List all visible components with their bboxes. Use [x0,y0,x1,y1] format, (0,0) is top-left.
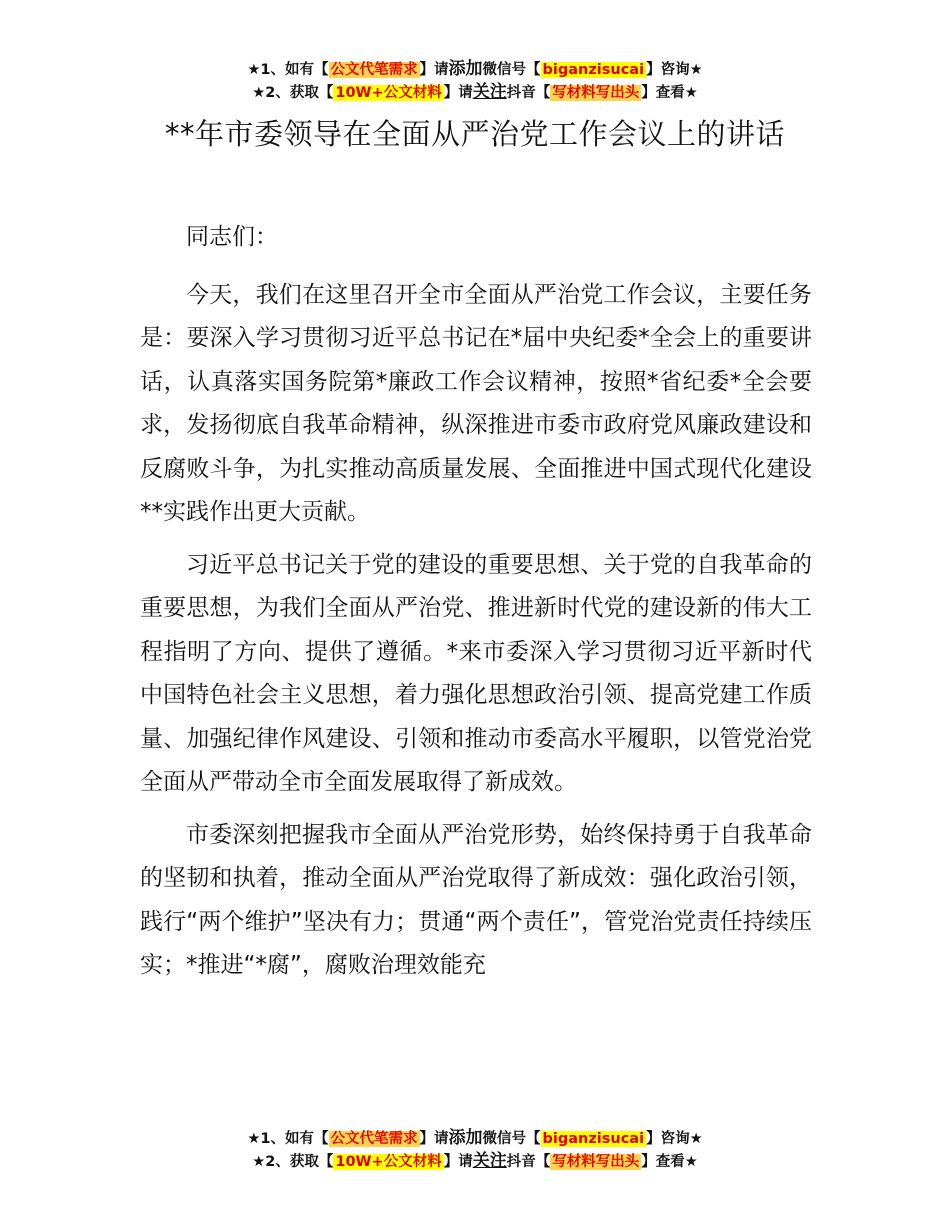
promo-text: 】查看★ [641,1154,698,1170]
bracket: 【 [314,62,329,78]
promo-text: 微信号 [482,1131,527,1147]
ghostwriting-highlight: 公文代笔需求 [330,1131,418,1147]
bracket: 【 [318,1154,334,1170]
promo-text: 】查看★ [641,85,698,101]
douyin-id-highlight: 写材料写出头 [552,85,640,101]
body-paragraph-2: 习近平总书记关于党的建设的重要思想、关于党的自我革命的重要思想，为我们全面从严治党、推进新时代党的建设新的伟大工程指明了方向、提供了遵循。*来市委深入学习贯彻习近平新时代中国特色社会主义思想，着力强化思想政治引领、提高党建工作质量、加强纪律作风建设、引领和推动市委高水平履职，以管党治党全面从严带动全市全面发展取得了新成效。 [140,551,812,795]
wechat-id-highlight: biganzisucai [542,62,645,78]
ghostwriting-highlight: 公文代笔需求 [330,62,418,78]
bracket: 【 [535,1154,551,1170]
promo-text: 】咨询★ [646,1131,703,1147]
promo-text: ★1、如有 [247,1131,315,1147]
document-body [140,216,812,997]
bracket: 【 [314,1131,329,1147]
promo-line-2 [0,81,950,104]
promo-text: 微信号 [482,62,527,78]
promo-line-1 [0,58,950,81]
promo-text: 】请 [443,85,473,101]
promo-text: 】请 [419,1131,449,1147]
promo-line-2 [0,1150,950,1173]
bracket: 【 [318,85,334,101]
promo-text: 抖音 [506,85,536,101]
body-paragraph-1: 今天，我们在这里召开全市全面从严治党工作会议，主要任务是：要深入学习贯彻习近平总书记在*届中央纪委*全会上的重要讲话，认真落实国务院第*廉政工作会议精神，按照*省纪委*全会要求，发扬彻底自我革命精神，纵深推进市委市政府党风廉政建设和反腐败斗争，为扎实推动高质量发展、全面推进中国式现代化建设**实践作出更大贡献。 [140,281,812,525]
promo-text: 】咨询★ [646,62,703,78]
add-emphasis: 添加 [448,1128,483,1148]
follow-emphasis: 关注 [472,82,507,102]
bracket: 【 [535,85,551,101]
promo-line-1 [0,1127,950,1150]
document-title: **年市委领导在全面从严治党工作会议上的讲话 [164,117,785,151]
follow-emphasis: 关注 [472,1151,507,1171]
bracket: 【 [526,1131,541,1147]
promo-text: ★2、获取 [252,85,319,101]
body-paragraph-3: 市委深刻把握我市全面从严治党形势，始终保持勇于自我革命的坚韧和执着，推动全面从严治党取得了新成效：强化政治引领，践行“两个维护”坚决有力；贯通“两个责任”，管党治党责任持续压实；*推进“*腐”，腐败治理效能充 [140,821,812,978]
wechat-id-highlight: biganzisucai [542,1131,645,1147]
bracket: 【 [526,62,541,78]
materials-highlight: 10W+公文材料 [335,1154,442,1170]
materials-highlight: 10W+公文材料 [335,85,442,101]
promo-text: ★2、获取 [252,1154,319,1170]
promo-banner-top [0,58,950,104]
promo-text: ★1、如有 [247,62,315,78]
add-emphasis: 添加 [448,59,483,79]
douyin-id-highlight: 写材料写出头 [552,1154,640,1170]
promo-text: 抖音 [506,1154,536,1170]
promo-text: 】请 [443,1154,473,1170]
promo-text: 】请 [419,62,449,78]
promo-banner-bottom [0,1127,950,1173]
salutation: 同志们： [186,224,278,250]
